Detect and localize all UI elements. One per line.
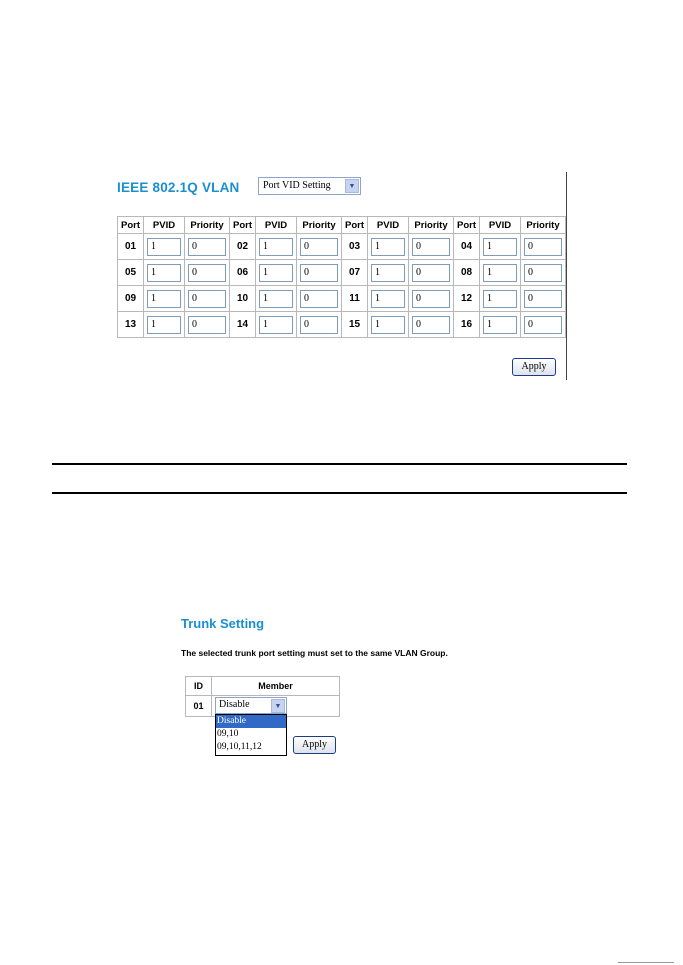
port-number: 04 — [454, 234, 480, 260]
priority-cell — [297, 260, 342, 286]
priority-input[interactable]: 0 — [524, 316, 562, 334]
column-header-pvid: PVID — [256, 217, 297, 234]
priority-cell — [297, 312, 342, 338]
column-header-priority: Priority — [185, 217, 230, 234]
priority-cell — [185, 312, 230, 338]
priority-cell — [521, 286, 566, 312]
priority-cell — [521, 234, 566, 260]
pvid-input[interactable]: 1 — [259, 264, 293, 282]
panel-right-border — [566, 172, 567, 380]
pvid-input[interactable]: 1 — [483, 264, 517, 282]
column-header-port: Port — [230, 217, 256, 234]
chevron-down-icon[interactable]: ▼ — [345, 179, 359, 193]
pvid-input[interactable]: 1 — [483, 290, 517, 308]
pvid-cell — [480, 260, 521, 286]
priority-cell — [297, 286, 342, 312]
priority-cell — [185, 234, 230, 260]
column-header-priority: Priority — [297, 217, 342, 234]
priority-cell — [409, 260, 454, 286]
dropdown-option[interactable]: 09,10 — [217, 729, 239, 739]
pvid-cell — [144, 260, 185, 286]
priority-input[interactable]: 0 — [300, 290, 338, 308]
port-number: 09 — [118, 286, 144, 312]
priority-input[interactable]: 0 — [524, 290, 562, 308]
page-footer-line — [618, 962, 674, 963]
priority-input[interactable]: 0 — [412, 238, 450, 256]
pvid-input[interactable]: 1 — [259, 316, 293, 334]
dropdown-option[interactable]: 09,10,11,12 — [217, 742, 262, 752]
column-header-pvid: PVID — [144, 217, 185, 234]
trunk-note: The selected trunk port setting must set to the same VLAN Group. — [181, 648, 448, 658]
column-header-port: Port — [118, 217, 144, 234]
port-number: 05 — [118, 260, 144, 286]
column-header-member: Member — [212, 677, 340, 696]
vlan-port-table — [117, 216, 566, 338]
pvid-cell — [480, 234, 521, 260]
table-row — [118, 286, 566, 312]
pvid-cell — [144, 312, 185, 338]
port-number: 02 — [230, 234, 256, 260]
trunk-id: 01 — [186, 696, 212, 717]
port-number: 06 — [230, 260, 256, 286]
priority-cell — [185, 286, 230, 312]
port-number: 14 — [230, 312, 256, 338]
trunk-title: Trunk Setting — [181, 616, 265, 631]
priority-input[interactable]: 0 — [188, 316, 226, 334]
divider-top — [52, 463, 627, 465]
pvid-input[interactable]: 1 — [371, 316, 405, 334]
column-header-port: Port — [454, 217, 480, 234]
column-header-port: Port — [342, 217, 368, 234]
priority-input[interactable]: 0 — [412, 290, 450, 308]
pvid-cell — [144, 286, 185, 312]
pvid-cell — [144, 234, 185, 260]
priority-cell — [521, 260, 566, 286]
table-header-row — [186, 677, 340, 696]
port-number: 15 — [342, 312, 368, 338]
priority-input[interactable]: 0 — [412, 264, 450, 282]
priority-cell — [185, 260, 230, 286]
pvid-input[interactable]: 1 — [483, 316, 517, 334]
port-number: 13 — [118, 312, 144, 338]
priority-cell — [297, 234, 342, 260]
column-header-priority: Priority — [521, 217, 566, 234]
priority-input[interactable]: 0 — [300, 316, 338, 334]
priority-input[interactable]: 0 — [524, 238, 562, 256]
column-header-priority: Priority — [409, 217, 454, 234]
priority-input[interactable]: 0 — [412, 316, 450, 334]
priority-input[interactable]: 0 — [188, 238, 226, 256]
trunk-member-dropdown — [215, 714, 287, 756]
table-header-row — [118, 217, 566, 234]
pvid-cell — [368, 286, 409, 312]
column-header-pvid: PVID — [480, 217, 521, 234]
pvid-cell — [368, 260, 409, 286]
vlan-panel — [113, 172, 566, 380]
pvid-input[interactable]: 1 — [259, 238, 293, 256]
trunk-member-value: Disable — [219, 699, 250, 710]
pvid-input[interactable]: 1 — [371, 264, 405, 282]
priority-input[interactable]: 0 — [524, 264, 562, 282]
port-number: 07 — [342, 260, 368, 286]
port-number: 03 — [342, 234, 368, 260]
pvid-input[interactable]: 1 — [371, 238, 405, 256]
column-header-id: ID — [186, 677, 212, 696]
pvid-cell — [256, 312, 297, 338]
priority-cell — [521, 312, 566, 338]
vlan-apply-button[interactable]: Apply — [512, 358, 556, 376]
trunk-apply-button[interactable]: Apply — [293, 736, 336, 754]
priority-input[interactable]: 0 — [300, 238, 338, 256]
chevron-down-icon[interactable]: ▼ — [271, 699, 285, 713]
pvid-input[interactable]: 1 — [147, 290, 181, 308]
priority-input[interactable]: 0 — [300, 264, 338, 282]
pvid-input[interactable]: 1 — [147, 238, 181, 256]
pvid-input[interactable]: 1 — [147, 316, 181, 334]
pvid-input[interactable]: 1 — [259, 290, 293, 308]
priority-input[interactable]: 0 — [188, 290, 226, 308]
port-number: 08 — [454, 260, 480, 286]
pvid-cell — [256, 260, 297, 286]
pvid-cell — [368, 312, 409, 338]
divider-bottom — [52, 492, 627, 494]
port-number: 01 — [118, 234, 144, 260]
vlan-mode-select[interactable] — [258, 177, 361, 195]
trunk-member-select[interactable] — [215, 697, 287, 714]
port-number: 10 — [230, 286, 256, 312]
vlan-title: IEEE 802.1Q VLAN — [117, 180, 240, 195]
vlan-mode-value: Port VID Setting — [263, 180, 331, 191]
pvid-input[interactable]: 1 — [371, 290, 405, 308]
port-number: 12 — [454, 286, 480, 312]
priority-cell — [409, 234, 454, 260]
priority-cell — [409, 286, 454, 312]
pvid-cell — [368, 234, 409, 260]
pvid-cell — [256, 234, 297, 260]
column-header-pvid: PVID — [368, 217, 409, 234]
table-row — [118, 312, 566, 338]
priority-input[interactable]: 0 — [188, 264, 226, 282]
table-row — [118, 260, 566, 286]
pvid-input[interactable]: 1 — [483, 238, 517, 256]
pvid-cell — [480, 286, 521, 312]
port-number: 16 — [454, 312, 480, 338]
pvid-input[interactable]: 1 — [147, 264, 181, 282]
table-row — [118, 234, 566, 260]
pvid-cell — [480, 312, 521, 338]
port-number: 11 — [342, 286, 368, 312]
pvid-cell — [256, 286, 297, 312]
priority-cell — [409, 312, 454, 338]
dropdown-option[interactable]: Disable — [216, 715, 286, 728]
